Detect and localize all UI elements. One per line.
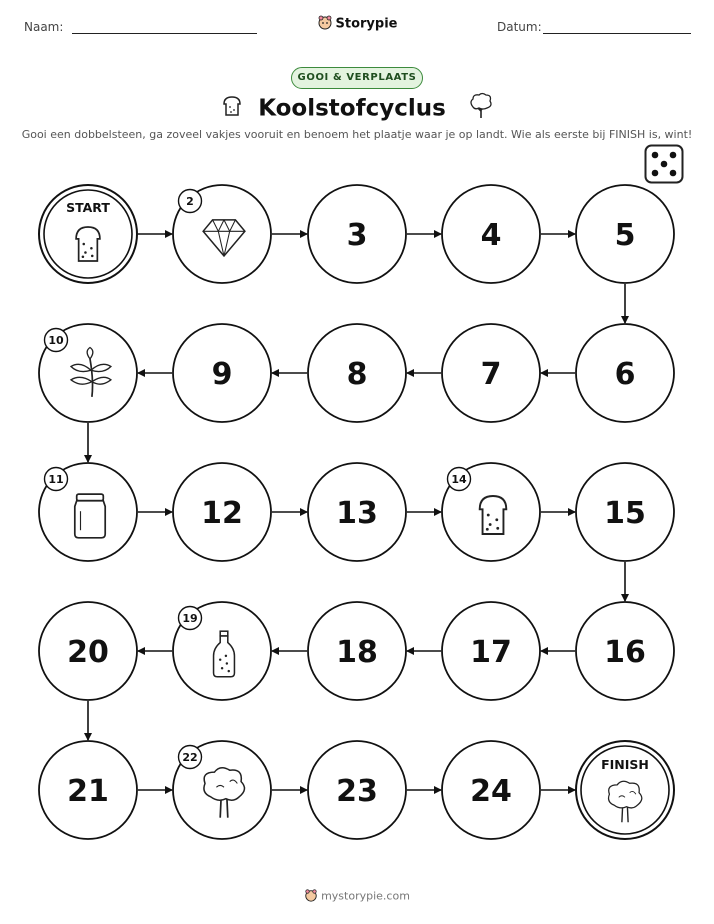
- cell-number: 14: [451, 473, 467, 486]
- cell-number: 21: [67, 774, 109, 809]
- cell-number: 24: [470, 774, 512, 809]
- cell-number-badge: [179, 190, 202, 213]
- cell-number: 17: [470, 635, 512, 670]
- cell-number: 10: [48, 334, 64, 347]
- cell-number: 5: [614, 218, 636, 253]
- cell-number: 11: [48, 473, 64, 486]
- board-cell-20[interactable]: [39, 602, 137, 700]
- board-cell-13[interactable]: [308, 463, 406, 561]
- cell-number-badge: [179, 746, 202, 769]
- board-cell-12[interactable]: [173, 463, 271, 561]
- start-cell[interactable]: [39, 185, 137, 283]
- board-cell-18[interactable]: [308, 602, 406, 700]
- board-cell-5[interactable]: [576, 185, 674, 283]
- board-cell-24[interactable]: [442, 741, 540, 839]
- cell-number: 20: [67, 635, 109, 670]
- cell-number: 23: [336, 774, 378, 809]
- board-cell-22[interactable]: [173, 741, 271, 839]
- finish-label: FINISH: [601, 757, 649, 772]
- board-cell-2[interactable]: [173, 185, 271, 283]
- start-label: START: [66, 200, 110, 215]
- board-cell-7[interactable]: [442, 324, 540, 422]
- board-cell-17[interactable]: [442, 602, 540, 700]
- cell-number: 2: [186, 195, 194, 208]
- finish-cell[interactable]: [576, 741, 674, 839]
- board-cell-23[interactable]: [308, 741, 406, 839]
- board-cell-4[interactable]: [442, 185, 540, 283]
- board-cell-3[interactable]: [308, 185, 406, 283]
- board-cell-21[interactable]: [39, 741, 137, 839]
- cell-number-badge: [448, 468, 471, 491]
- board-cell-6[interactable]: [576, 324, 674, 422]
- board-cell-15[interactable]: [576, 463, 674, 561]
- bread-icon: [480, 496, 507, 534]
- cell-number-badge: [179, 607, 202, 630]
- cell-number: 6: [614, 357, 636, 392]
- cell-number: 8: [346, 357, 368, 392]
- footer-url: mystorypie.com: [321, 889, 410, 903]
- cell-number: 15: [604, 496, 646, 531]
- cell-number: 4: [480, 218, 502, 253]
- footer-logo-icon: [304, 888, 318, 905]
- instructions: Gooi een dobbelsteen, ga zoveel vakjes vooruit en benoem het plaatje waar je op landt. Wie als eerste bij FINISH is, wint!: [21, 128, 693, 141]
- cell-number-badge: [45, 329, 68, 352]
- cell-number: 18: [336, 635, 378, 670]
- activity-badge: GOOI & VERPLAATS: [291, 67, 423, 89]
- title-text: Koolstofcyclus: [258, 95, 446, 122]
- cell-number-badge: [45, 468, 68, 491]
- board-cell-14[interactable]: [442, 463, 540, 561]
- brand-name: Storypie: [335, 16, 398, 32]
- footer: [0, 888, 714, 905]
- board-cell-19[interactable]: [173, 602, 271, 700]
- board-cell-11[interactable]: [39, 463, 137, 561]
- board-cell-16[interactable]: [576, 602, 674, 700]
- cell-number: 19: [182, 612, 198, 625]
- date-label: Datum:: [497, 20, 542, 34]
- board-cell-9[interactable]: [173, 324, 271, 422]
- board-cell-10[interactable]: [39, 324, 137, 422]
- cell-number: 22: [182, 751, 198, 764]
- cell-number: 9: [211, 357, 233, 392]
- cell-number: 16: [604, 635, 646, 670]
- board-cell-8[interactable]: [308, 324, 406, 422]
- bread-icon: [76, 227, 100, 261]
- jar-icon: [75, 494, 105, 538]
- cell-number: 12: [201, 496, 243, 531]
- cell-number: 13: [336, 496, 378, 531]
- cell-number: 7: [480, 357, 502, 392]
- name-label: Naam:: [24, 20, 64, 34]
- cell-number: 3: [346, 218, 368, 253]
